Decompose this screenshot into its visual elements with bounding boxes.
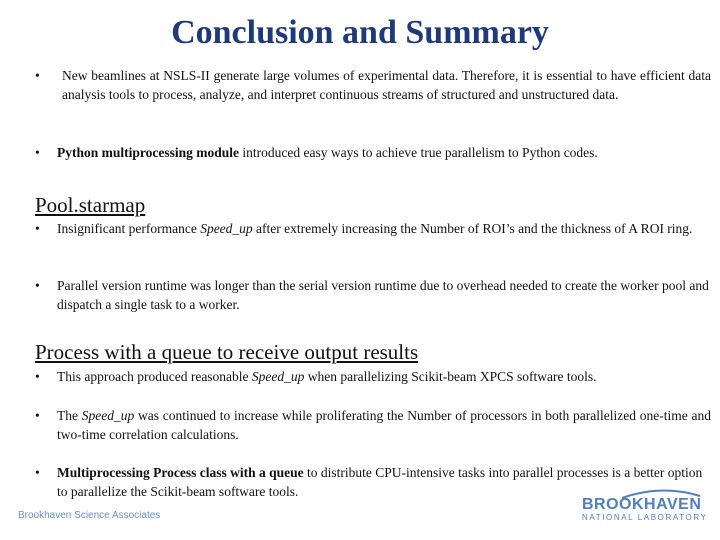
bullet-text: Parallel version runtime was longer than the serial version runtime due to overhead needed to create the worker pool and dispatch a single task to a worker. — [57, 278, 709, 312]
section-heading-pool-starmap: Pool.starmap — [35, 193, 146, 217]
bullet-intro-2 — [35, 143, 711, 162]
italic-text: Speed_up — [81, 408, 135, 423]
bullet-text: was continued to increase while proliferating the Number of processors in both parallelized one-time and two-time correlation calculations. — [57, 408, 712, 442]
section-heading-process-queue: Process with a queue to receive output results — [35, 340, 419, 364]
bullet-dot: • — [35, 465, 40, 480]
bullet-text: Insignificant performance — [57, 221, 201, 236]
bullet-intro-1 — [35, 66, 711, 104]
bullet-text: when parallelizing Scikit-beam XPCS software tools. — [304, 369, 597, 384]
logo-main-text: BROOKHAVEN — [582, 496, 702, 513]
bullet-dot: • — [35, 145, 40, 160]
bullet-dot: • — [35, 408, 40, 423]
italic-text: Speed_up — [251, 369, 305, 384]
slide-title: Conclusion and Summary — [171, 14, 549, 51]
bullet-text: introduced easy ways to achieve true parallelism to Python codes. — [239, 145, 598, 160]
bold-text: Python multiprocessing module — [57, 145, 240, 160]
brookhaven-logo — [582, 488, 708, 524]
logo-sub-text: NATIONAL LABORATORY — [582, 513, 708, 522]
bullet-text: The — [57, 408, 82, 423]
bullet-dot: • — [35, 278, 40, 293]
footer-org-name: Brookhaven Science Associates — [18, 510, 161, 521]
bullet-dot: • — [35, 68, 40, 83]
bullet-text: to distribute CPU-intensive tasks into parallel processes is a better option to parallelize the Scikit-beam software tools. — [57, 465, 703, 499]
italic-text: Speed_up — [200, 221, 253, 236]
bullet-text: after extremely increasing the Number of ROI’s and the thickness of A ROI ring. — [252, 221, 693, 236]
bold-text: Multiprocessing Process class with a queue — [57, 465, 304, 480]
bullet-s2-1 — [35, 367, 711, 386]
bullet-text: This approach produced reasonable — [57, 369, 252, 384]
bullet-s1-2 — [35, 276, 711, 314]
bullet-text: New beamlines at NSLS-II generate large volumes of experimental data. Therefore, it is essential to have efficient data analysis tools to process, analyze, and interpret continuous streams of structured and unstructured data. — [62, 68, 711, 102]
bullet-dot: • — [35, 369, 40, 384]
bullet-dot: • — [35, 221, 40, 236]
bullet-s2-2 — [35, 406, 711, 444]
bullet-s1-1 — [35, 219, 715, 238]
